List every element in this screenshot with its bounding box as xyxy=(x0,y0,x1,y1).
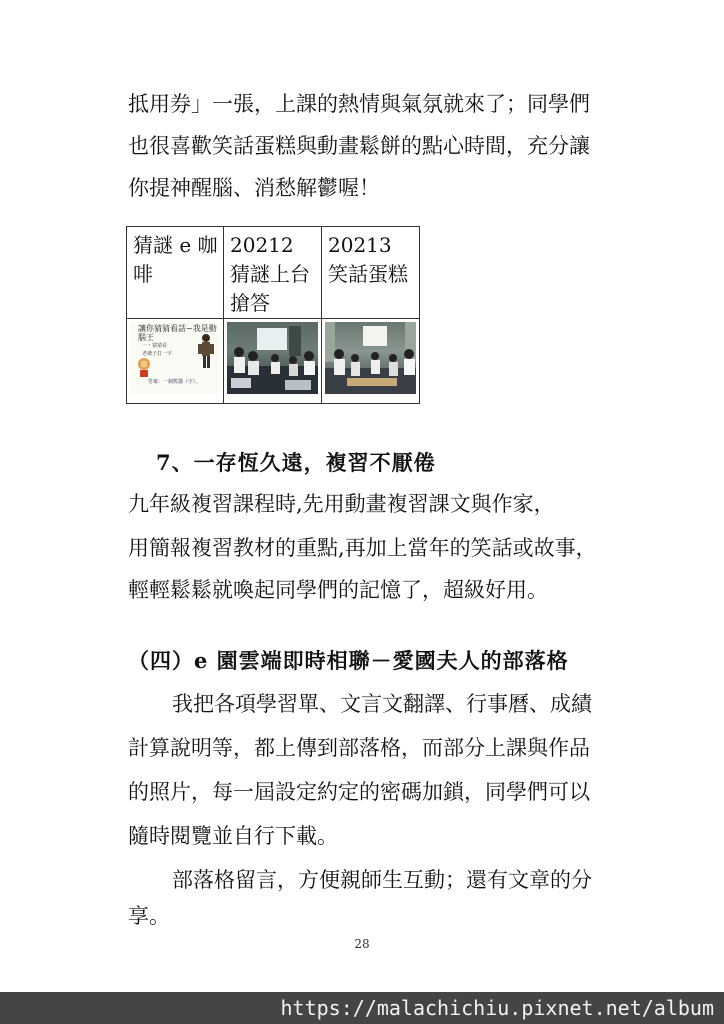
table-cell-caption: 20213 笑話蛋糕 xyxy=(322,227,420,319)
slide-answer: 答案：一個熊貓（字）。 xyxy=(148,379,201,385)
classroom-scene-image xyxy=(325,322,416,394)
slide-line: 一・猜猜看 xyxy=(142,343,168,349)
slide-thumbnail xyxy=(130,322,220,394)
classroom-quiz-photo xyxy=(227,322,318,394)
table-photo-row xyxy=(127,319,420,404)
body-text-line: 用簡報複習教材的重點,再加上當年的笑話或故事， xyxy=(128,536,597,560)
table-cell-photo xyxy=(127,319,224,404)
body-text-line: 抵用券」一張，上課的熱情與氣氛就來了；同學們 xyxy=(128,92,590,116)
body-text-line: 部落格留言，方便親師生互動；還有文章的分 xyxy=(172,868,592,892)
table-cell-photo xyxy=(224,319,322,404)
body-text-line: 九年級複習課程時,先用動畫複習課文與作家， xyxy=(128,492,555,516)
classroom-scene-image xyxy=(227,322,318,394)
body-text-line: 我把各項學習單、文言文翻譯、行事曆、成績 xyxy=(172,692,592,716)
slide-title: 讓你猜猜看話~我是動腦王 xyxy=(138,324,217,342)
watermark-url: https://malachichiu.pixnet.net/album xyxy=(280,996,714,1020)
page-number: 28 xyxy=(354,937,370,951)
slide-line: 老爺子打一字 xyxy=(142,351,173,357)
table-header-row xyxy=(127,227,420,319)
classroom-cake-photo xyxy=(325,322,416,394)
body-text-line: 的照片，每一屆設定約定的密碼加鎖，同學們可以 xyxy=(128,780,590,804)
body-text-line: 你提神醒腦、消愁解鬱喔！ xyxy=(128,176,380,200)
body-text-line: 隨時閱覽並自行下載。 xyxy=(128,824,338,848)
body-text-line: 輕輕鬆鬆就喚起同學們的記憶了，超級好用。 xyxy=(128,578,548,602)
section-heading: 7、一存恆久遠，複習不厭倦 xyxy=(156,450,436,475)
table-cell-caption: 猜謎 e 咖啡 xyxy=(127,227,224,319)
body-text-line: 享。 xyxy=(128,904,170,928)
table-cell-photo xyxy=(322,319,420,404)
photo-table xyxy=(126,226,420,404)
body-text-line: 也很喜歡笑話蛋糕與動畫鬆餅的點心時間，充分讓 xyxy=(128,134,590,158)
watermark-bar xyxy=(0,992,724,1024)
section-heading: （四）e 園雲端即時相聯－愛國夫人的部落格 xyxy=(128,648,569,673)
cartoon-figures-illustration xyxy=(130,322,220,394)
body-text-line: 計算說明等，都上傳到部落格，而部分上課與作品 xyxy=(128,736,590,760)
table-cell-caption: 20212 猜謎上台搶答 xyxy=(224,227,322,319)
